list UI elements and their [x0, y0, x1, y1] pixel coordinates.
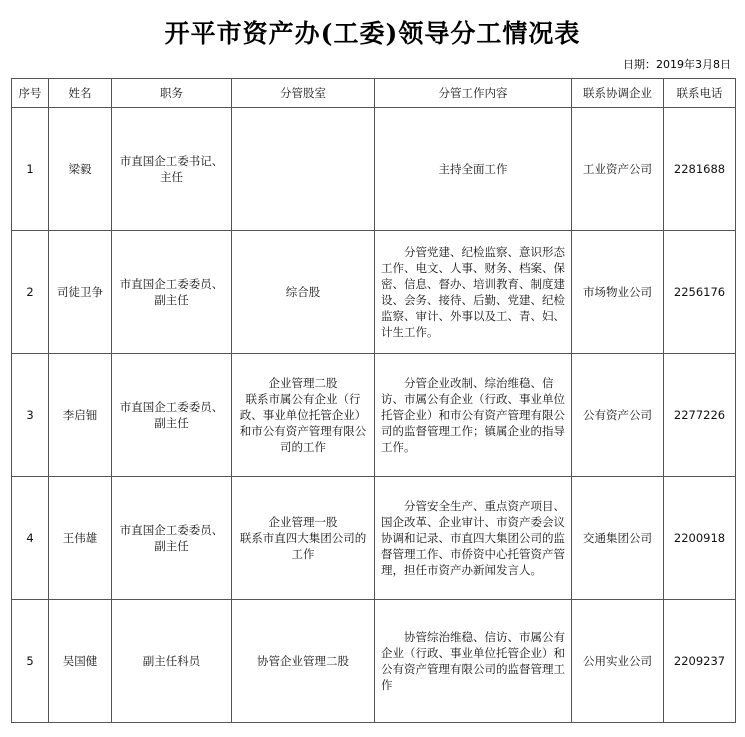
cell-content — [375, 477, 572, 600]
header-content: 分管工作内容 — [375, 79, 572, 108]
office-unit: 企业管理一股 — [268, 515, 338, 529]
header-no: 序号 — [12, 79, 49, 108]
cell-office — [232, 354, 375, 477]
content-text: 协管综治维稳、信访、市属公有企业（行政、事业单位托管企业）和公有资产管理有限公司的监督管理工作 — [381, 630, 565, 692]
table-header-row — [12, 79, 736, 108]
table-row — [12, 477, 736, 600]
cell-phone: 2209237 — [664, 600, 736, 723]
cell-name: 李启钿 — [49, 354, 112, 477]
header-position: 职务 — [112, 79, 232, 108]
cell-office — [232, 600, 375, 723]
office-unit: 综合股 — [285, 285, 321, 299]
cell-name: 司徒卫争 — [49, 231, 112, 354]
content-text: 分管企业改制、综治维稳、信访、市属公有企业（行政、事业单位托管企业）和市公有资产管理有限公司的监督管理工作；镇属企业的指导工作。 — [381, 376, 565, 454]
cell-no: 5 — [12, 600, 49, 723]
cell-office — [232, 108, 375, 231]
office-note: 联系市直四大集团公司的工作 — [239, 531, 367, 561]
cell-no: 4 — [12, 477, 49, 600]
cell-name: 王伟雄 — [49, 477, 112, 600]
cell-content — [375, 600, 572, 723]
cell-position: 市直国企工委委员、副主任 — [112, 477, 232, 600]
cell-content: 主持全面工作 — [375, 108, 572, 231]
cell-phone: 2256176 — [664, 231, 736, 354]
cell-no: 1 — [12, 108, 49, 231]
header-office: 分管股室 — [232, 79, 375, 108]
table-row — [12, 600, 736, 723]
document-date: 日期：2019年3月8日 — [623, 58, 731, 71]
cell-office — [232, 477, 375, 600]
cell-name: 吴国健 — [49, 600, 112, 723]
page-title: 开平市资产办(工委)领导分工情况表 — [164, 19, 581, 48]
office-unit: 企业管理二股 — [268, 376, 338, 390]
cell-position: 市直国企工委委员、副主任 — [112, 231, 232, 354]
office-unit: 协管企业管理二股 — [257, 654, 349, 668]
cell-office — [232, 231, 375, 354]
cell-no: 2 — [12, 231, 49, 354]
cell-position: 副主任科员 — [112, 600, 232, 723]
cell-company: 市场物业公司 — [572, 231, 664, 354]
header-name: 姓名 — [49, 79, 112, 108]
content-text: 分管党建、纪检监察、意识形态工作、电文、人事、财务、档案、保密、信息、督办、培训教育、制度建设、会务、接待、后勤、党建、纪检监察、审计、外事以及工、青、妇、计生工作。 — [381, 245, 565, 339]
cell-company: 工业资产公司 — [572, 108, 664, 231]
table-row — [12, 108, 736, 231]
cell-name: 梁毅 — [49, 108, 112, 231]
cell-phone: 2200918 — [664, 477, 736, 600]
leadership-table — [11, 78, 736, 723]
cell-no: 3 — [12, 354, 49, 477]
cell-position: 市直国企工委委员、副主任 — [112, 354, 232, 477]
cell-content — [375, 354, 572, 477]
cell-phone: 2277226 — [664, 354, 736, 477]
cell-company: 公有资产公司 — [572, 354, 664, 477]
cell-company: 交通集团公司 — [572, 477, 664, 600]
cell-position: 市直国企工委书记、主任 — [112, 108, 232, 231]
header-phone: 联系电话 — [664, 79, 736, 108]
header-company: 联系协调企业 — [572, 79, 664, 108]
cell-content — [375, 231, 572, 354]
cell-phone: 2281688 — [664, 108, 736, 231]
cell-company: 公用实业公司 — [572, 600, 664, 723]
table-row — [12, 231, 736, 354]
table-row — [12, 354, 736, 477]
office-note: 联系市属公有企业（行政、事业单位托管企业）和市公有资产管理有限公司的工作 — [239, 392, 367, 454]
content-text: 分管安全生产、重点资产项目、国企改革、企业审计、市资产委会议协调和记录、市直四大集团公司的监督管理工作、市侨资中心托管资产管理，担任市资产办新闻发言人。 — [381, 499, 565, 577]
